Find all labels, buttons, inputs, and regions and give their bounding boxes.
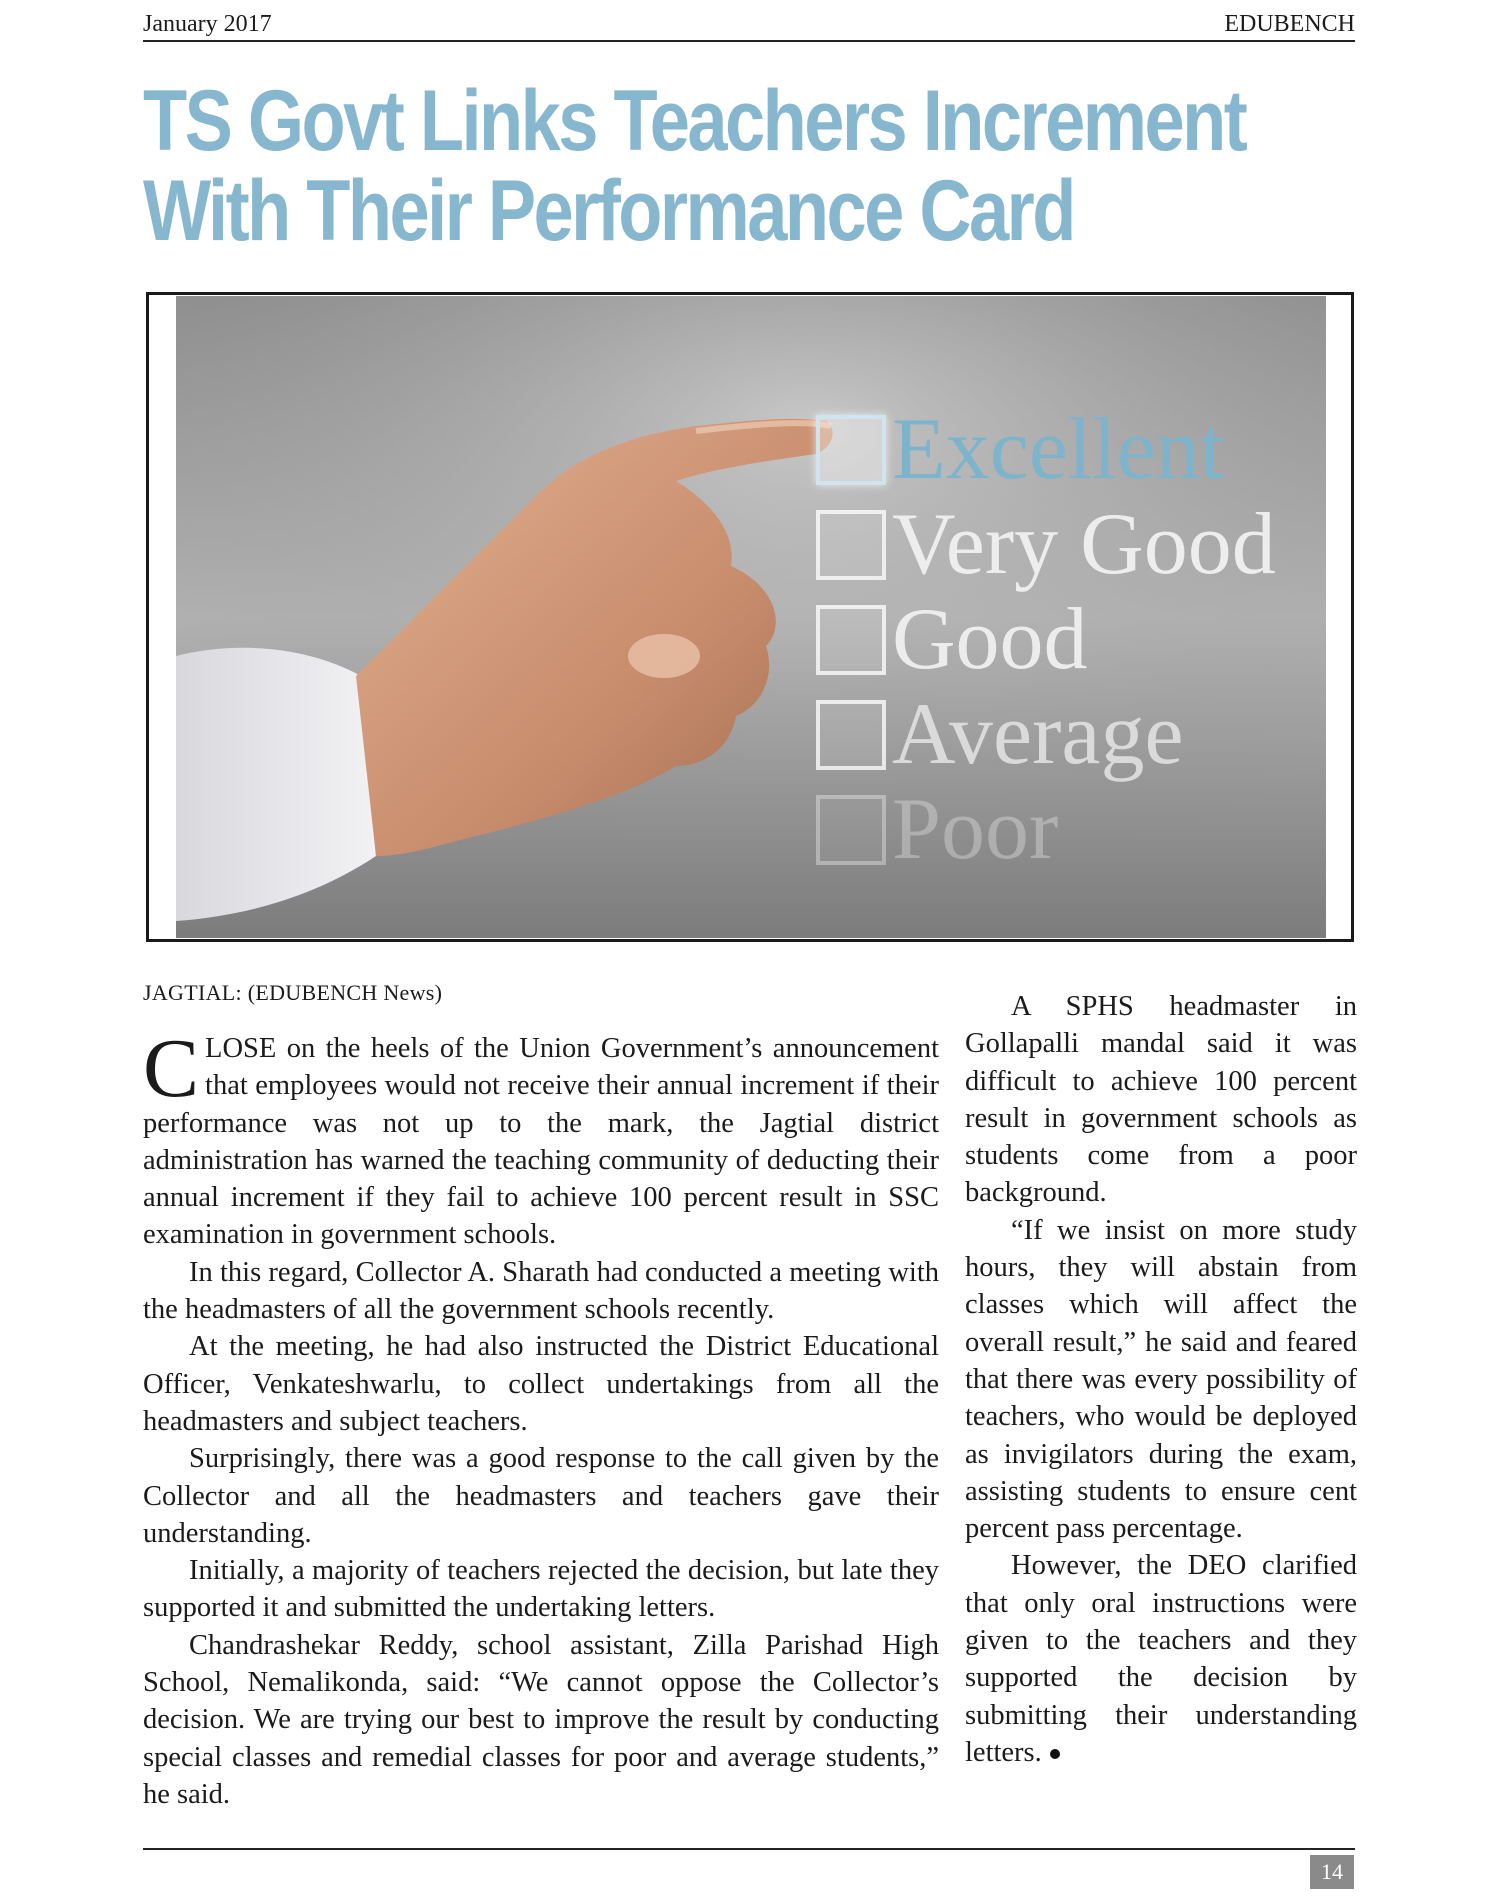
paragraph: In this regard, Collector A. Sharath had conducted a meeting with the headmasters of all the government schools recently. <box>143 1256 939 1326</box>
hand-pointing-icon <box>176 296 1326 938</box>
drop-cap: C <box>143 1022 200 1115</box>
checkbox-icon <box>816 510 886 580</box>
page-header <box>143 6 1355 42</box>
paragraph: Chandrashekar Reddy, school assistant, Zilla Parishad High School, Nemalikonda, said: “We cannot oppose the Collector’s decision. We are trying our best to improve the result by conducting special classes and remedial classes for poor and average students,” he said. <box>143 1629 939 1810</box>
paragraph: Initially, a majority of teachers rejected the decision, but late they supported it and submitted the undertaking letters. <box>143 1555 939 1624</box>
footer-rule <box>143 1848 1355 1850</box>
checklist-option-poor: Poor <box>816 786 1058 874</box>
paragraph: “If we insist on more study hours, they will abstain from classes which will affect the overall result,” he said and feared that there was every possibility of teachers, who would be deployed as invigilators during the exam, assisting students to ensure cent percent pass percentage. <box>965 1214 1357 1545</box>
checkbox-icon <box>816 415 886 485</box>
article-title-line-1: TS Govt Links Teachers Increment <box>143 73 1246 169</box>
article-title-line-2: With Their Performance Card <box>143 163 1074 259</box>
page-number: 14 <box>1310 1855 1354 1889</box>
paragraph-final: However, the DEO clarified that only oral instructions were given to the teachers and they supported the decision by submitting their understanding letters. <box>965 1550 1357 1768</box>
publication-name: EDUBENCH <box>1224 11 1355 37</box>
checklist-option-excellent: Excellent <box>816 406 1224 494</box>
checklist-option-very-good: Very Good <box>816 501 1276 589</box>
paragraph: Surprisingly, there was a good response to the call given by the Collector and all the headmasters and teachers gave their understanding. <box>143 1443 939 1549</box>
dateline: JAGTIAL: (EDUBENCH News) <box>143 980 443 1005</box>
article-column-right <box>965 988 1357 1771</box>
article-title <box>143 73 1246 259</box>
paragraph: At the meeting, he had also instructed the District Educational Officer, Venkateshwarlu, to collect undertakings from all the headmasters and subject teachers. <box>143 1331 939 1437</box>
paragraph: A SPHS headmaster in Gollapalli mandal said it was difficult to achieve 100 percent result in government schools as students come from a poor background. <box>965 991 1357 1209</box>
lead-paragraph: CLOSE on the heels of the Union Government’s announcement that employees would not receive their annual increment if their performance was not up to the mark, the Jagtial district administration has warned the teaching community of deducting their annual increment if they fail to achieve 100 percent result in SSC examination in government schools. <box>143 1022 939 1251</box>
issue-date: January 2017 <box>143 11 272 37</box>
checkbox-icon <box>816 795 886 865</box>
checkbox-icon <box>816 605 886 675</box>
end-mark-icon <box>1050 1749 1060 1759</box>
checkbox-icon <box>816 700 886 770</box>
article-column-left <box>143 1022 939 1813</box>
checklist-option-average: Average <box>816 691 1184 779</box>
article-photo <box>176 296 1326 938</box>
checklist-option-good: Good <box>816 596 1088 684</box>
